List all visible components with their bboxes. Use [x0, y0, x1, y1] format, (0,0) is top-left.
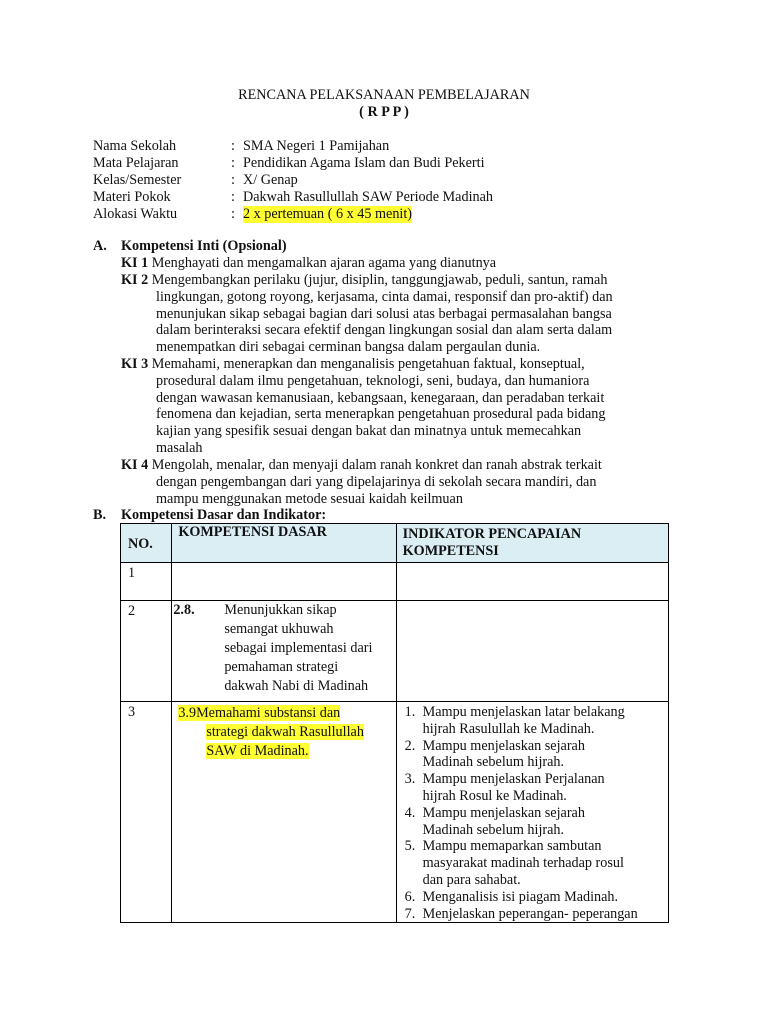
list-item [405, 838, 664, 888]
header-kompetensi-dasar: KOMPETENSI DASAR [172, 524, 396, 563]
ki-text: Menghayati dan mengamalkan ajaran agama yang dianutnya [151, 255, 497, 271]
row-number: 1 [121, 563, 172, 601]
ki-code: KI 1 [121, 255, 149, 271]
document-subtitle: ( R P P ) [359, 104, 409, 120]
header-no: NO. [121, 524, 172, 563]
kd-line: semangat ukhuwah [224, 621, 334, 637]
kd-text [172, 702, 395, 761]
ki-text: Mengolah, menalar, dan menyaji dalam ranah konkret dan ranah abstrak terkait [151, 457, 602, 473]
list-item [405, 906, 664, 923]
ki-code: KI 2 [121, 272, 149, 288]
info-label: Mata Pelajaran [93, 155, 179, 171]
item-line: dan para sahabat. [422, 871, 521, 888]
row-number: 2 [121, 601, 172, 702]
item-line: Madinah sebelum hijrah. [422, 821, 565, 838]
kd-line [178, 704, 395, 723]
info-value: X/ Genap [243, 172, 298, 188]
section-letter: A. [93, 238, 107, 254]
table-header-row [121, 524, 669, 563]
section-b-heading [93, 507, 326, 524]
document-title: RENCANA PELAKSANAAN PEMBELAJARAN [238, 87, 530, 103]
kd-line [178, 742, 395, 761]
list-item [405, 805, 664, 839]
kd-line-highlight: 3.9Memahami substansi dan [178, 705, 341, 721]
kd-line: pemahaman strategi [224, 659, 339, 675]
item-number: 7. [404, 905, 416, 922]
section-a-heading [93, 238, 287, 255]
ki-text-line: lingkungan, gotong royong, kerjasama, cinta damai, responsif dan pro-aktif) dan [156, 289, 613, 305]
info-label: Kelas/Semester [93, 172, 182, 188]
ki-code: KI 4 [121, 457, 149, 473]
header-indikator: INDIKATOR PENCAPAIAN KOMPETENSI [396, 524, 668, 563]
info-value: Pendidikan Agama Islam dan Budi Pekerti [243, 155, 485, 171]
table-row [121, 702, 669, 923]
info-value: SMA Negeri 1 Pamijahan [243, 138, 390, 154]
ki-text-line: dengan wawasan kemanusiaan, kebangsaan, kenegaraan, dan peradaban terkait [156, 390, 605, 406]
kd-line-highlight: strategi dakwah Rasullullah [206, 724, 364, 740]
section-letter: B. [93, 507, 107, 523]
info-value-highlighted: 2 x pertemuan ( 6 x 45 menit) [243, 206, 413, 222]
table-row [121, 601, 669, 702]
info-label: Alokasi Waktu [93, 206, 178, 222]
ki-3 [121, 356, 585, 373]
item-line: Mampu menjelaskan sejarah [422, 804, 585, 821]
list-item [405, 771, 664, 805]
item-number: 2. [404, 737, 416, 754]
kd-content [172, 702, 395, 761]
ki-1 [121, 255, 496, 272]
item-line: masyarakat madinah terhadap rosul [422, 855, 624, 872]
ki-text-line: fenomena dan kejadian, serta menerapkan pengetahuan prosedural pada bidang [156, 406, 606, 422]
competency-table [120, 523, 669, 923]
ki-text-line: prosedural dalam ilmu pengetahuan, teknologi, seni, budaya, dan humaniora [156, 373, 590, 389]
indicator-list [397, 702, 668, 922]
item-line: hijrah Rasulullah ke Madinah. [422, 720, 595, 737]
ki-text: Memahami, menerapkan dan menganalisis pengetahuan faktual, konseptual, [151, 356, 585, 372]
table-row [121, 563, 669, 601]
ki-text-line: kajian yang spesifik sesuai dengan bakat dan minatnya untuk memecahkan [156, 423, 582, 439]
info-colon: : [231, 172, 235, 188]
kd-cell [172, 601, 396, 702]
info-label: Materi Pokok [93, 189, 171, 205]
ki-text-line: dalam berinteraksi secara efektif dengan lingkungan sosial dan alam serta dalam [156, 322, 613, 338]
kd-number: 2.8. [173, 602, 195, 618]
ki-code: KI 3 [121, 356, 149, 372]
indikator-cell [396, 702, 668, 923]
kd-line: dakwah Nabi di Madinah [224, 678, 369, 694]
ki-text-line: menempatkan diri sebagai cerminan bangsa dalam pergaulan dunia. [156, 339, 541, 355]
kd-text [224, 601, 394, 696]
item-line: Mampu menjelaskan sejarah [422, 737, 585, 754]
ki-text-line: masalah [156, 440, 203, 456]
item-line: Menganalisis isi piagam Madinah. [422, 888, 619, 905]
indikator-cell [396, 563, 668, 601]
kd-line-highlight: SAW di Madinah. [206, 743, 309, 759]
kd-line: Menunjukkan sikap [224, 602, 337, 618]
info-value: Dakwah Rasullullah SAW Periode Madinah [243, 189, 493, 205]
kd-line [178, 723, 395, 742]
section-title: Kompetensi Inti (Opsional) [121, 238, 287, 254]
item-line: Mampu memaparkan sambutan [422, 838, 602, 855]
info-colon: : [231, 206, 235, 222]
kd-line: sebagai implementasi dari [224, 640, 373, 656]
item-number: 3. [404, 771, 416, 788]
item-line: Madinah sebelum hijrah. [422, 754, 565, 771]
kd-cell [172, 702, 396, 923]
item-number: 4. [404, 804, 416, 821]
ki-4 [121, 457, 602, 474]
ki-text-line: mampu menggunakan metode sesuai kaidah keilmuan [156, 491, 463, 507]
indikator-cell [396, 601, 668, 702]
item-number: 6. [404, 888, 416, 905]
item-line: Menjelaskan peperangan- peperangan [422, 905, 638, 922]
item-line: hijrah Rosul ke Madinah. [422, 787, 567, 804]
item-line: Mampu menjelaskan Perjalanan [422, 771, 605, 788]
ki-text-line: dengan pengembangan dari yang dipelajarinya di sekolah secara mandiri, dan [156, 474, 597, 490]
info-colon: : [231, 189, 235, 205]
row-number: 3 [121, 702, 172, 923]
list-item [405, 889, 664, 906]
item-line: Mampu menjelaskan latar belakang [422, 704, 625, 720]
info-colon: : [231, 138, 235, 154]
item-number: 1. [404, 704, 416, 720]
ki-2 [121, 272, 607, 289]
ki-text-line: menunjukan sikap sebagai bagian dari solusi atas berbagai permasalahan bangsa [156, 306, 612, 322]
section-title: Kompetensi Dasar dan Indikator: [121, 507, 327, 523]
kd-cell [172, 563, 396, 601]
list-item [405, 704, 664, 738]
ki-text: Mengembangkan perilaku (jujur, disiplin, tanggungjawab, peduli, santun, ramah [151, 272, 608, 288]
kd-content [172, 601, 395, 701]
info-label: Nama Sekolah [93, 138, 177, 154]
list-item [405, 738, 664, 772]
item-number: 5. [404, 838, 416, 855]
info-colon: : [231, 155, 235, 171]
